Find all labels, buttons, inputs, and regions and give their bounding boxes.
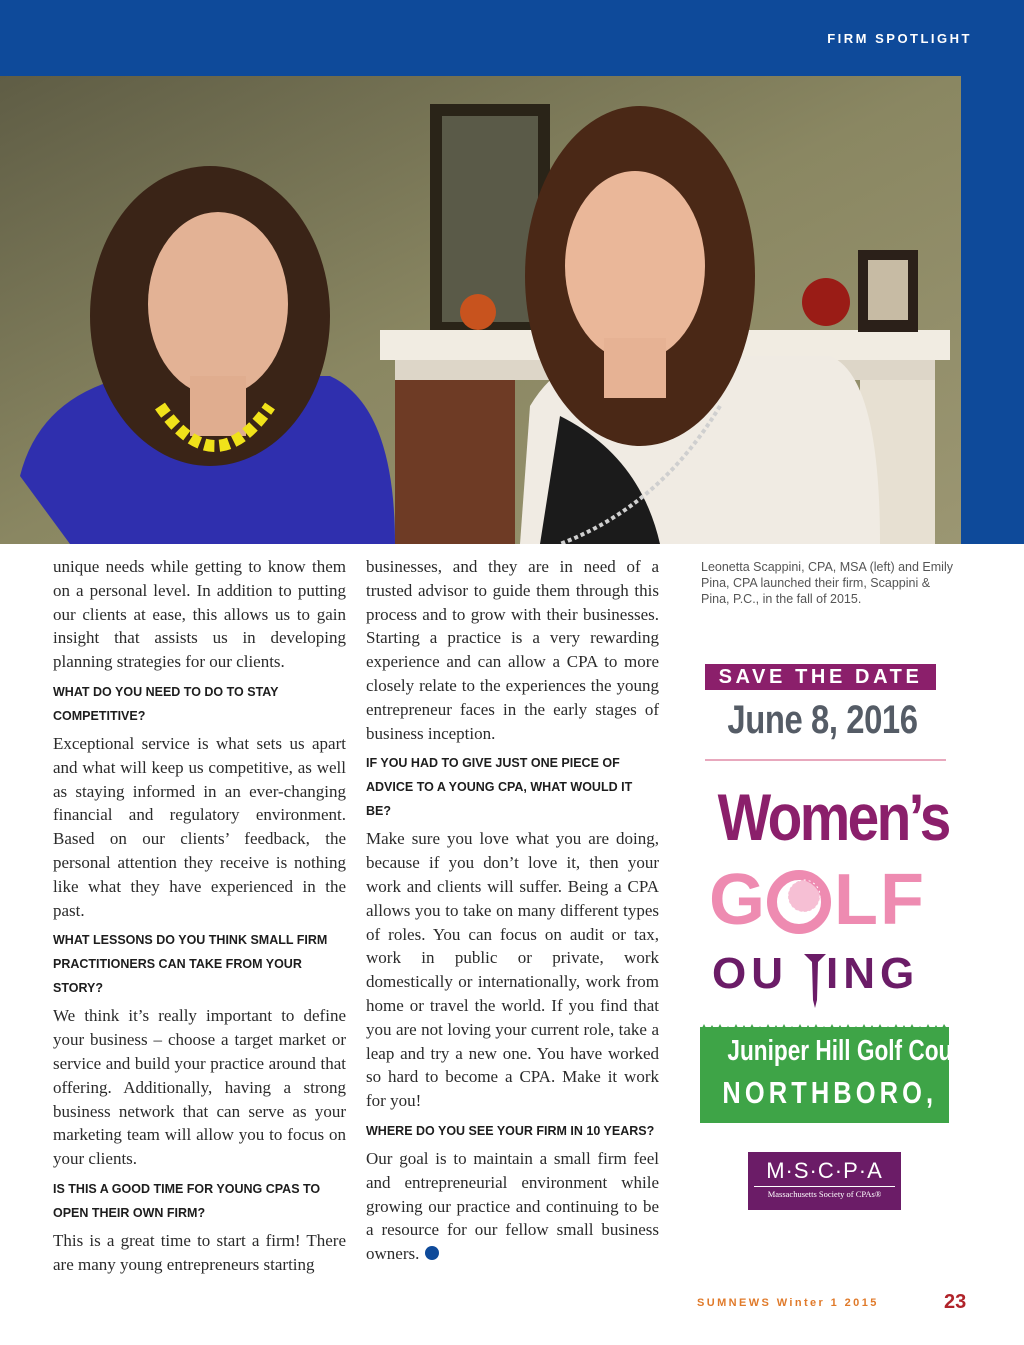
photo-caption: Leonetta Scappini, CPA, MSA (left) and Emily Pina, CPA launched their firm, Scappini & Pina, P.C., in the fall of 2015.	[701, 560, 953, 606]
article-paragraph: unique needs while getting to know them on a personal level. In addition to putting our clients at ease, this allows us to gain insight that assists us in developing planning strategies for our clients.	[53, 557, 346, 672]
article-paragraph: We think it’s really important to define your business – choose a target market or service and build your practice around that offering. Additionally, having a strong business network that can serve as your marketing team will allow you to focus on your clients.	[53, 1006, 346, 1169]
page-number: 23	[944, 1291, 967, 1313]
article-paragraph: This is a great time to start a firm! There are many young entrepreneurs starting	[53, 1230, 346, 1274]
article-paragraph	[366, 1147, 659, 1266]
question-heading: WHAT LESSONS DO YOU THINK SMALL FIRM PRACTITIONERS CAN TAKE FROM YOUR STORY?	[53, 933, 328, 996]
outing-letters-ing: ING	[826, 949, 920, 998]
save-the-date-banner: SAVE THE DATE	[705, 664, 936, 690]
ad-title-outing	[708, 946, 948, 1008]
publication-footer: SUMNEWS Winter 1 2015	[697, 1297, 879, 1309]
article-column-2	[366, 555, 659, 1270]
question-heading: IF YOU HAD TO GIVE JUST ONE PIECE OF ADVICE TO A YOUNG CPA, WHAT WOULD IT BE?	[366, 756, 633, 819]
blue-side-panel	[961, 76, 1024, 544]
article-paragraph: Exceptional service is what sets us apart and what will keep us competitive, as well as staying informed in an ever-changing financial and regulatory environment. Based on our clients’ feedback, the personal attention they receive is nothing like what they have experienced in the past.	[53, 733, 346, 920]
mscpa-logo	[748, 1152, 901, 1210]
outing-letters-ou: OU	[712, 949, 788, 998]
golf-tee-icon	[803, 950, 827, 1010]
question-heading: WHERE DO YOU SEE YOUR FIRM IN 10 YEARS?	[366, 1123, 655, 1138]
closing-paragraph-text: Our goal is to maintain a small firm feel and entrepreneurial environment while growing our practice and continuing to be a resource for our fellow small business owners.	[366, 1148, 659, 1264]
golf-ball-icon	[766, 866, 832, 936]
venue-name: Juniper Hill Golf Course	[727, 1035, 987, 1067]
golf-letters-lf: LF	[834, 860, 926, 940]
article-column-1	[53, 555, 346, 1281]
event-date: June 8, 2016	[727, 698, 918, 742]
mscpa-logo-subtitle: Massachusetts Society of CPAs®	[754, 1186, 895, 1201]
ad-divider	[705, 759, 946, 761]
ad-title-womens: Women’s	[717, 780, 949, 854]
question-heading: IS THIS A GOOD TIME FOR YOUNG CPAS TO OPEN THEIR OWN FIRM?	[53, 1181, 321, 1220]
top-banner	[0, 0, 1024, 76]
question-heading: WHAT DO YOU NEED TO DO TO STAY COMPETITIVE?	[53, 684, 279, 723]
section-label: FIRM SPOTLIGHT	[827, 31, 972, 46]
mscpa-logo-text: M·S·C·P·A	[766, 1158, 883, 1183]
article-paragraph: businesses, and they are in need of a trusted advisor to guide them through this process and to grow with their businesses. Starting a practice is a very rewarding experience and can allow a CPA to more closely relate to the experiences the young entrepreneur faces in the early stages of business inception.	[366, 557, 659, 743]
golf-letter-g: G	[709, 860, 768, 940]
article-paragraph: Make sure you love what you are doing, because if you don’t love it, then your work and clients will suffer. Being a CPA allows you to take on many different types of roles. You can focus on audit or tax, work in public or private, work domestically or internationally, work from home or travel the world. If you find that you are not loving your current role, take a leap and try a new one. You have worked so hard to become a CPA. Make it work for you!	[366, 829, 659, 1111]
grass-edge-icon	[700, 1022, 949, 1032]
venue-panel	[700, 1027, 997, 1123]
portrait-photo	[0, 76, 961, 544]
venue-location: NORTHBORO, MA	[722, 1075, 997, 1110]
ad-title-golf	[700, 860, 952, 940]
end-mark-icon	[425, 1246, 439, 1260]
